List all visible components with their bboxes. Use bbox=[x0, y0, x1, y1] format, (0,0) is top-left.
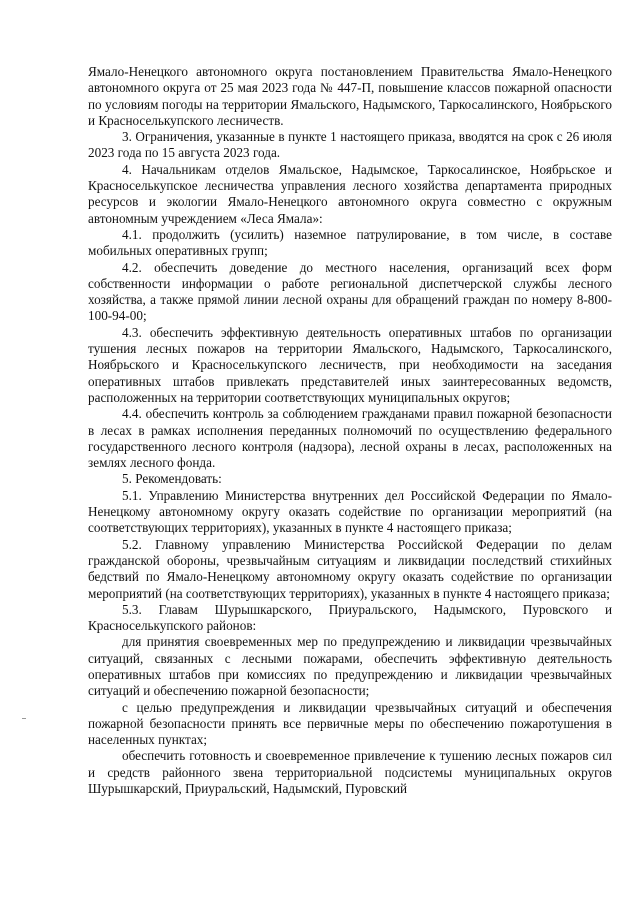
paragraph-continuation: Ямало-Ненецкого автономного округа постановлением Правительства Ямало-Ненецкого автономного округа от 25 мая 2023 года № 447-П, повышение классов пожарной опасности по условиям погоды на территории Ямальского, Надымского, Таркосалинского, Ноябрьского и Красноселькупского лесничеств. bbox=[88, 64, 612, 128]
margin-mark bbox=[22, 718, 26, 719]
paragraph-3: 3. Ограничения, указанные в пункте 1 настоящего приказа, вводятся на срок с 26 июля 2023 года по 15 августа 2023 года. bbox=[88, 129, 612, 161]
paragraph-4-3: 4.3. обеспечить эффективную деятельность оперативных штабов по организации тушения лесных пожаров на территории Ямальского, Надымского, Таркосалинского, Ноябрьского и Красноселькупского лесничеств, при необходимости на заседания оперативных штабов привлекать представителей иных заинтересованных ведомств, расположенных на территории соответствующих муниципальных округов; bbox=[88, 324, 612, 405]
document-page bbox=[88, 64, 612, 797]
paragraph-5-3: 5.3. Главам Шурышкарского, Приуральского, Надымского, Пуровского и Красноселькупского районов: bbox=[88, 601, 612, 634]
paragraph-5: 5. Рекомендовать: bbox=[122, 471, 222, 487]
paragraph-5-2: 5.2. Главному управлению Министерства Российской Федерации по делам гражданской обороны, чрезвычайным ситуациям и ликвидации последствий стихийных бедствий по Ямало-Ненецкому автономному округу оказать содействие по организации мероприятий (на соответствующих территориях), указанных в пункте 4 настоящего приказа; bbox=[88, 536, 612, 601]
paragraph-5-3-b: с целью предупреждения и ликвидации чрезвычайных ситуаций и обеспечения пожарной безопасности принять все первичные меры по обеспечению пожаротушения в населенных пунктах; bbox=[88, 699, 612, 748]
paragraph-5-3-c: обеспечить готовность и своевременное привлечение к тушению лесных пожаров сил и средств районного звена территориальной подсистемы муниципальных округов Шурышкарский, Приуральский, Надымский, Пуровский bbox=[88, 748, 612, 797]
paragraph-5-1: 5.1. Управлению Министерства внутренних дел Российской Федерации по Ямало-Ненецкому автономному округу оказать содействие по организации мероприятий (на соответствующих территориях), указанных в пункте 4 настоящего приказа; bbox=[88, 487, 612, 536]
paragraph-4-4: 4.4. обеспечить контроль за соблюдением гражданами правил пожарной безопасности в лесах в рамках исполнения переданных полномочий по осуществлению федерального государственного лесного контроля (надзора), лесной охраны в лесах, расположенных на землях лесного фонда. bbox=[88, 406, 612, 471]
paragraph-4: 4. Начальникам отделов Ямальское, Надымское, Таркосалинское, Ноябрьское и Красноселькупское лесничества управления лесного хозяйства департамента природных ресурсов и экологии Ямало-Ненецкого автономного округа совместно с окружным автономным учреждением «Леса Ямала»: bbox=[88, 161, 612, 226]
paragraph-5-3-a: для принятия своевременных мер по предупреждению и ликвидации чрезвычайных ситуаций, связанных с лесными пожарами, обеспечить эффективную деятельность оперативных штабов при комиссиях по предупреждению и ликвидации чрезвычайных ситуаций и обеспечению пожарной безопасности; bbox=[88, 634, 612, 699]
paragraph-4-2: 4.2. обеспечить доведение до местного населения, организаций всех форм собственности информации о работе региональной диспетчерской службы лесного хозяйства, а также прямой линии лесной охраны для обращений граждан по номеру 8-800-100-94-00; bbox=[88, 259, 612, 324]
paragraph-4-1: 4.1. продолжить (усилить) наземное патрулирование, в том числе, в составе мобильных оперативных групп; bbox=[88, 226, 612, 259]
